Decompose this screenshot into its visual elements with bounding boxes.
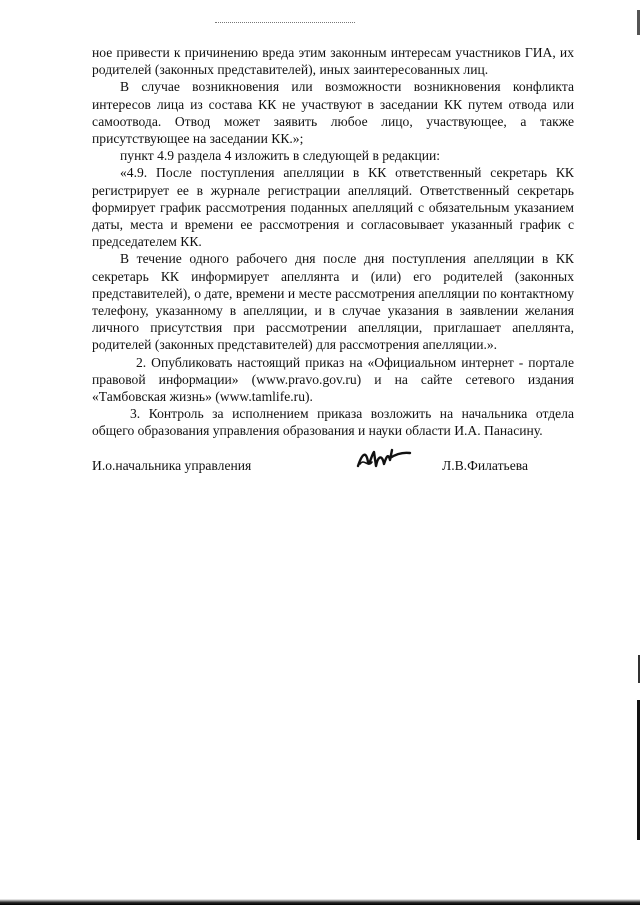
signatory-name: Л.В.Филатьева [442,458,529,473]
signature-block [92,458,574,488]
paragraph-continuation: ное привести к причинению вреда этим законным интересам участников ГИА, их родителей (законных представителей), иных заинтересованных лиц. [92,45,574,78]
paragraph-conflict-of-interest: В случае возникновения или возможности возникновения конфликта интересов лица из состава КК не участвуют в заседании КК путем отвода или самоотвода. Отвод может заявить любое лицо, участвующее, а также присутствующее на заседании КК.»; [92,79,574,147]
paragraph-control: 3. Контроль за исполнением приказа возложить на начальника отдела общего образования управления образования и науки области И.А. Панасину. [92,406,574,439]
scan-bottom-edge [0,899,640,905]
paragraph-item-4-9-intro: пункт 4.9 раздела 4 изложить в следующей в редакции: [120,148,441,164]
paragraph-item-4-9: «4.9. После поступления апелляции в КК ответственный секретарь КК регистрирует ее в журнале регистрации апелляций. Ответственный секретарь формирует график рассмотрения поданных апелляций с обязательным указанием даты, места и времени ее рассмотрения и согласовывает указанный график с председателем КК. [92,165,574,250]
handwritten-signature [354,444,414,474]
paragraph-one-working-day: В течение одного рабочего дня после дня поступления апелляции в КК секретарь КК информирует апеллянта и (или) его родителей (законных представителей), о дате, времени и месте рассмотрения апелляции по контактному телефону, указанному в апелляции, и в случае указания в заявлении желания личного присутствия при рассмотрении апелляции, приглашает апеллянта, родителей (законных представителей) для рассмотрения апелляции.». [92,251,574,353]
paragraph-publish-order: 2. Опубликовать настоящий приказ на «Официальном интернет - портале правовой информации» (www.pravo.gov.ru) и на сайте сетевого издания «Тамбовская жизнь» (www.tamlife.ru). [92,354,574,405]
header-rule [215,22,355,23]
signatory-title: И.о.начальника управления [92,458,252,473]
document-body [92,44,574,440]
